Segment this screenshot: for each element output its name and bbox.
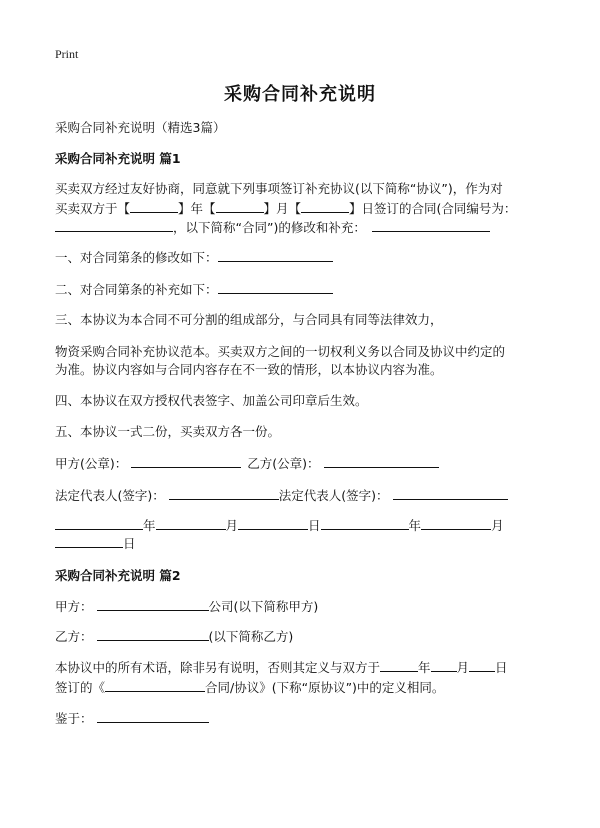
- text: 】月【: [263, 201, 302, 216]
- section1-para1-line2: [55, 200, 516, 218]
- jia-field[interactable]: [97, 598, 209, 611]
- day-label: 日: [123, 536, 136, 551]
- jia-row: [55, 598, 318, 616]
- date-row-2: [55, 535, 136, 553]
- section1-para1-line3: [55, 219, 490, 237]
- day-label: 日: [495, 660, 508, 675]
- month-label: 月: [225, 518, 239, 533]
- rep-b-label: 法定代表人(签字)：: [278, 488, 389, 503]
- text: 】日签订的合同(合同编号为：: [349, 201, 517, 216]
- yi-row: [55, 628, 293, 646]
- year-field[interactable]: [55, 517, 143, 530]
- month-field[interactable]: [156, 517, 226, 530]
- contract-name-field[interactable]: [105, 679, 205, 692]
- text: 】年【: [178, 201, 216, 216]
- party-signature-row: [55, 455, 439, 473]
- month-label: 月: [456, 660, 470, 675]
- blank-field[interactable]: [372, 219, 490, 232]
- jia-label: 甲方：: [55, 599, 93, 614]
- blank-field[interactable]: [130, 200, 178, 213]
- blank-field[interactable]: [55, 219, 173, 232]
- section2-para1-line2: [55, 679, 444, 697]
- item-2: [55, 281, 333, 299]
- section1-heading: 采购合同补充说明 篇1: [55, 151, 181, 166]
- day-label: 日: [308, 518, 321, 533]
- text: ，以下简称“合同”)的修改和补充：: [173, 220, 366, 235]
- blank-field[interactable]: [218, 249, 333, 262]
- document-title: 采购合同补充说明: [224, 84, 376, 105]
- text: 一、对合同第条的修改如下：: [55, 250, 218, 265]
- year-field[interactable]: [321, 517, 409, 530]
- party-b-field[interactable]: [324, 455, 439, 468]
- jianyu-row: [55, 710, 209, 728]
- yi-label: 乙方：: [55, 629, 93, 644]
- section1-para2-line1: 物资采购合同补充协议范本。买卖双方之间的一切权利义务以合同及协议中约定的: [55, 344, 506, 359]
- text: 本协议中的所有术语，除非另有说明，否则其定义与双方于: [55, 660, 381, 675]
- print-label[interactable]: Print: [55, 47, 79, 61]
- date-row-1: [55, 517, 504, 535]
- year-label: 年: [408, 518, 422, 533]
- text: 二、对合同第条的补充如下：: [55, 282, 218, 297]
- party-a-field[interactable]: [131, 455, 241, 468]
- jianyu-field[interactable]: [97, 710, 209, 723]
- item-4: 四、本协议在双方授权代表签字、加盖公司印章后生效。: [55, 393, 368, 408]
- blank-field[interactable]: [301, 200, 349, 213]
- rep-b-field[interactable]: [393, 487, 508, 500]
- day-field[interactable]: [469, 659, 495, 672]
- jianyu-label: 鉴于：: [55, 711, 93, 726]
- yi-suffix: (以下简称乙方): [208, 629, 294, 644]
- blank-field[interactable]: [218, 281, 333, 294]
- month-field[interactable]: [431, 659, 457, 672]
- day-field[interactable]: [55, 535, 123, 548]
- text: 合同/协议》(下称“原协议”)中的定义相同。: [205, 680, 445, 695]
- month-label: 月: [491, 518, 504, 533]
- rep-a-field[interactable]: [169, 487, 279, 500]
- yi-field[interactable]: [97, 628, 209, 641]
- item-5: 五、本协议一式二份，买卖双方各一份。: [55, 424, 281, 439]
- section1-para2-line2: 为准。协议内容如与合同内容存在不一致的情形，以本协议内容为准。: [55, 362, 443, 377]
- document-subtitle: 采购合同补充说明（精选3篇）: [55, 120, 226, 135]
- section2-heading: 采购合同补充说明 篇2: [55, 568, 181, 583]
- section1-para1-line1: 买卖双方经过友好协商，同意就下列事项签订补充协议(以下简称“协议”)，作为对: [55, 181, 503, 196]
- year-label: 年: [418, 660, 431, 675]
- item-1: [55, 249, 333, 267]
- month-field[interactable]: [421, 517, 491, 530]
- year-label: 年: [143, 518, 156, 533]
- text: 买卖双方于【: [55, 201, 131, 216]
- year-field[interactable]: [380, 659, 418, 672]
- rep-signature-row: [55, 487, 508, 505]
- rep-a-label: 法定代表人(签字)：: [55, 488, 165, 503]
- text: 签订的《: [55, 680, 106, 695]
- jia-suffix: 公司(以下简称甲方): [208, 599, 319, 614]
- day-field[interactable]: [238, 517, 308, 530]
- item-3: 三、本协议为本合同不可分割的组成部分，与合同具有同等法律效力，: [55, 312, 443, 327]
- blank-field[interactable]: [216, 200, 264, 213]
- party-a-label: 甲方(公章)：: [55, 456, 128, 471]
- party-b-label: 乙方(公章)：: [247, 456, 320, 471]
- section2-para1-line1: [55, 659, 508, 677]
